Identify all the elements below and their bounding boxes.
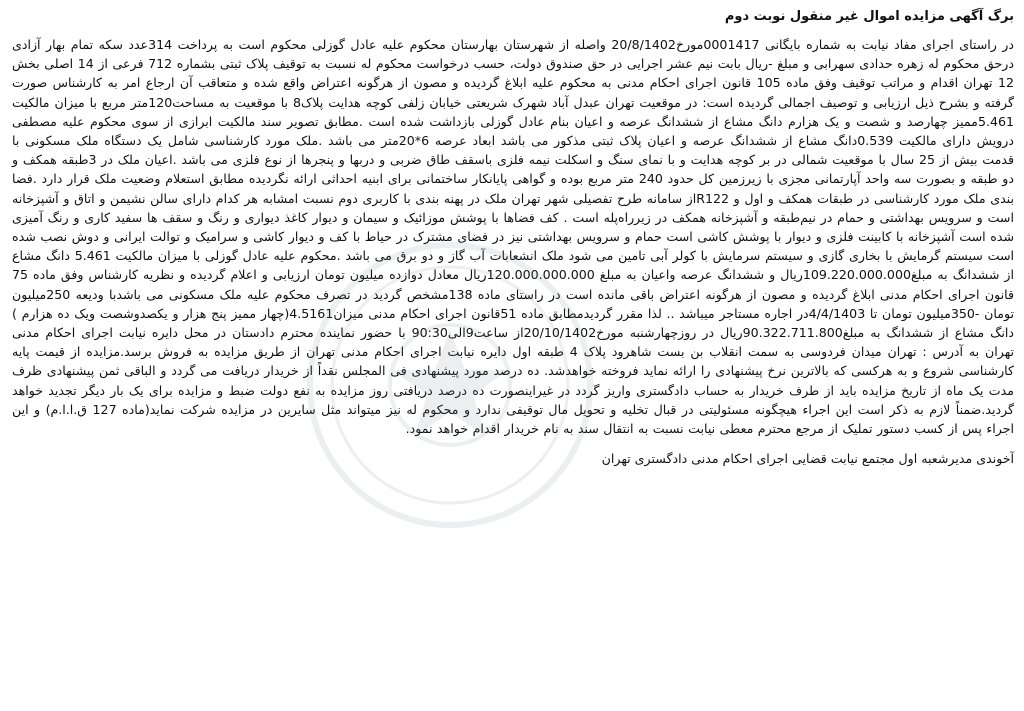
notice-title: برگ آگهی مزایده اموال غیر منقول نوبت دوم [724, 9, 1014, 24]
notice-signature: آخوندی مدیرشعبه اول مجتمع نیابت قضایی اجرای احکام مدنی دادگستری تهران [601, 451, 1014, 467]
notice-body: در راستای اجرای مفاد نیابت به شماره بایگانی 0001417مورخ20/8/1402 واصله از شهرستان بهارستان محکوم علیه عادل گوزلی محکوم است به پرداخت 314عدد سکه تمام بهار آزادی درحق محکوم له زهره حدادی سهرابی و مبلغ -ریال بابت نیم عشر اجرایی در حق صندوق دولت، حسب درخواست محکوم له نسبت به توقیف پلاک ثبتی بشماره 712 فرعی از 14 اصلی بخش 12 تهران اقدام و مراتب توقیف وفق ماده 105 قانون اجرای احکام مدنی به محکوم علیه ابلاغ گردیده و مصون از هرگونه اعتراض واقع شده و متعاقب آن ارجاع امر به کارشناس صورت گرفته و بشرح ذیل ارزیابی و توصیف اجمالی گردیده است: در موقعیت تهران عبدل آباد شهرک شریعتی خیابان زلفی کوچه هدایت پلاک8 با موقعیت به مساحت120متر مربع با میزان مالکیت 5.461ممیز چهارصد و شصت و یک هزارم دانگ مشاع از ششدانگ عرصه و اعیان بنام عادل گوزلی بازداشت شده است .مطابق تصویر سند مالکیت ابرازی از سوی محکوم علیه مصطفی درویش دارای مالکیت 0.539دانگ مشاع از ششدانگ عرصه و اعیان پلاک ثبتی مذکور می باشد ابعاد عرصه 6*20متر می باشد .ملک مورد کارشناسی شامل یک دستگاه ملک مسکونی با قدمت بیش از 25 سال با موقعیت شمالی در بر کوچه هدایت و با نمای سنگ و اسکلت نیمه فلزی باسقف طاق ضربی و دربها و پنجرها از نوع فلزی می باشد .اعیان ملک در 3طبقه همکف و دو طبقه و بصورت سه واحد آپارتمانی مجزی با زیرزمین کل حدود 240 متر مربع بوده و گواهی پایانکار ساختمانی برای ابنیه احداثی ارائه نگردیده مطابق استعلام وضعیت ملک قرار دارد .فضا بندی ملک مورد کارشناسی در طبقات همکف و اول و R122از سامانه طرح تفصیلی شهر تهران ملک در پهنه بندی با کاربری دوم نسبت امشابه هر کدام دارای سالن نشیمن و اتاق و آشپزخانه است و سرویس بهداشتی و حمام در نیم‌طبقه و آشپزخانه همکف در زیرراه‌پله است . کف فضاها با پوشش موزائیک و سیمان و دیوار کاغذ دیواری و رنگ و سقف ها سفید کاری و رنگ آمیزی شده است آشپزخانه با کابینت فلزی و دیوار با پوشش کاشی است حمام و سرویس بهداشتی نیز در فضای مشترک در حیاط با کف و دیوار کاشی و سرامیک و توالت ایرانی و دوش نصب شده است سیستم گرمایش با بخاری گازی و سیستم سرمایش با کولر آبی تامین می شود ملک انشعابات آب گاز و دو برق می باشد .محکوم علیه عادل گوزلی با میزان مالکیت 5.461 دانگ مشاع از ششدانگ به مبلغ109.220.000.000ریال و ششدانگ عرصه واعیان به مبلغ 120.000.000.000ریال معادل دوازده میلیون تومان ارزیابی و اعلام گردیده و نظریه کارشناس وفق ماده 75 قانون اجرای احکام مدنی ابلاغ گردیده و مصون از هرگونه اعتراض باقی مانده است در راستای ماده 138مشخص گردید در تصرف محکوم علیه ملک مسکونی می باشدبا ودیعه 250میلیون تومان -350میلیون تومان تا 4/4/1403در اجاره مستاجر میباشد .. لذا مقرر گردیدمطابق ماده 51قانون اجرای احکام مدنی میزان4.5161(چهار ممیز پنج هزار و یکصدوشصت ویک ده هزارم ) دانگ مشاع از ششدانگ به مبلغ90.322.711.800ریال در روزچهارشنبه مورخ20/10/1402از ساعت9الی90:30 با حضور نماینده محترم دادستان در محل دایره نیابت اجرای احکام مدنی تهران به آدرس : تهران میدان فردوسی به سمت انقلاب بن بست شاهرود پلاک 4 طبقه اول دایره نیابت اجرای احکام مدنی تهران از طریق مزایده به فروش برسد.مزایده از قیمت پایه کارشناسی شروع و به هرکسی که بالاترین نرخ پیشنهادی را ارائه نماید فروخته خواهدشد. ده درصد مورد پیشنهادی فی المجلس نقداً از خریدار دریافت می گردد و الباقی ثمن پیشنهادی ظرف مدت یک ماه از تاریخ مزایده باید از طرف خریدار به حساب دادگستری واریز گردد در غیراینصورت ده درصد دریافتی روز مزایده به نفع دولت ضبط و مزایده برای یک بار دیگر تجدید خواهد گردید.ضمناً لازم به ذکر است این اجراء هیچگونه مسئولیتی در قبال تخلیه و تحویل مال توقیفی ندارد و محکوم له نیز میتواند مثل سایرین در مزایده شرکت نماید(ماده 127 ق.ا.ا.م) و این اجراء پس از کسب دستور تملیک از مرجع محترم معطی نیابت نسبت به انتقال سند به نام خریدار اقدام خواهد نمود. [12, 37, 1015, 437]
